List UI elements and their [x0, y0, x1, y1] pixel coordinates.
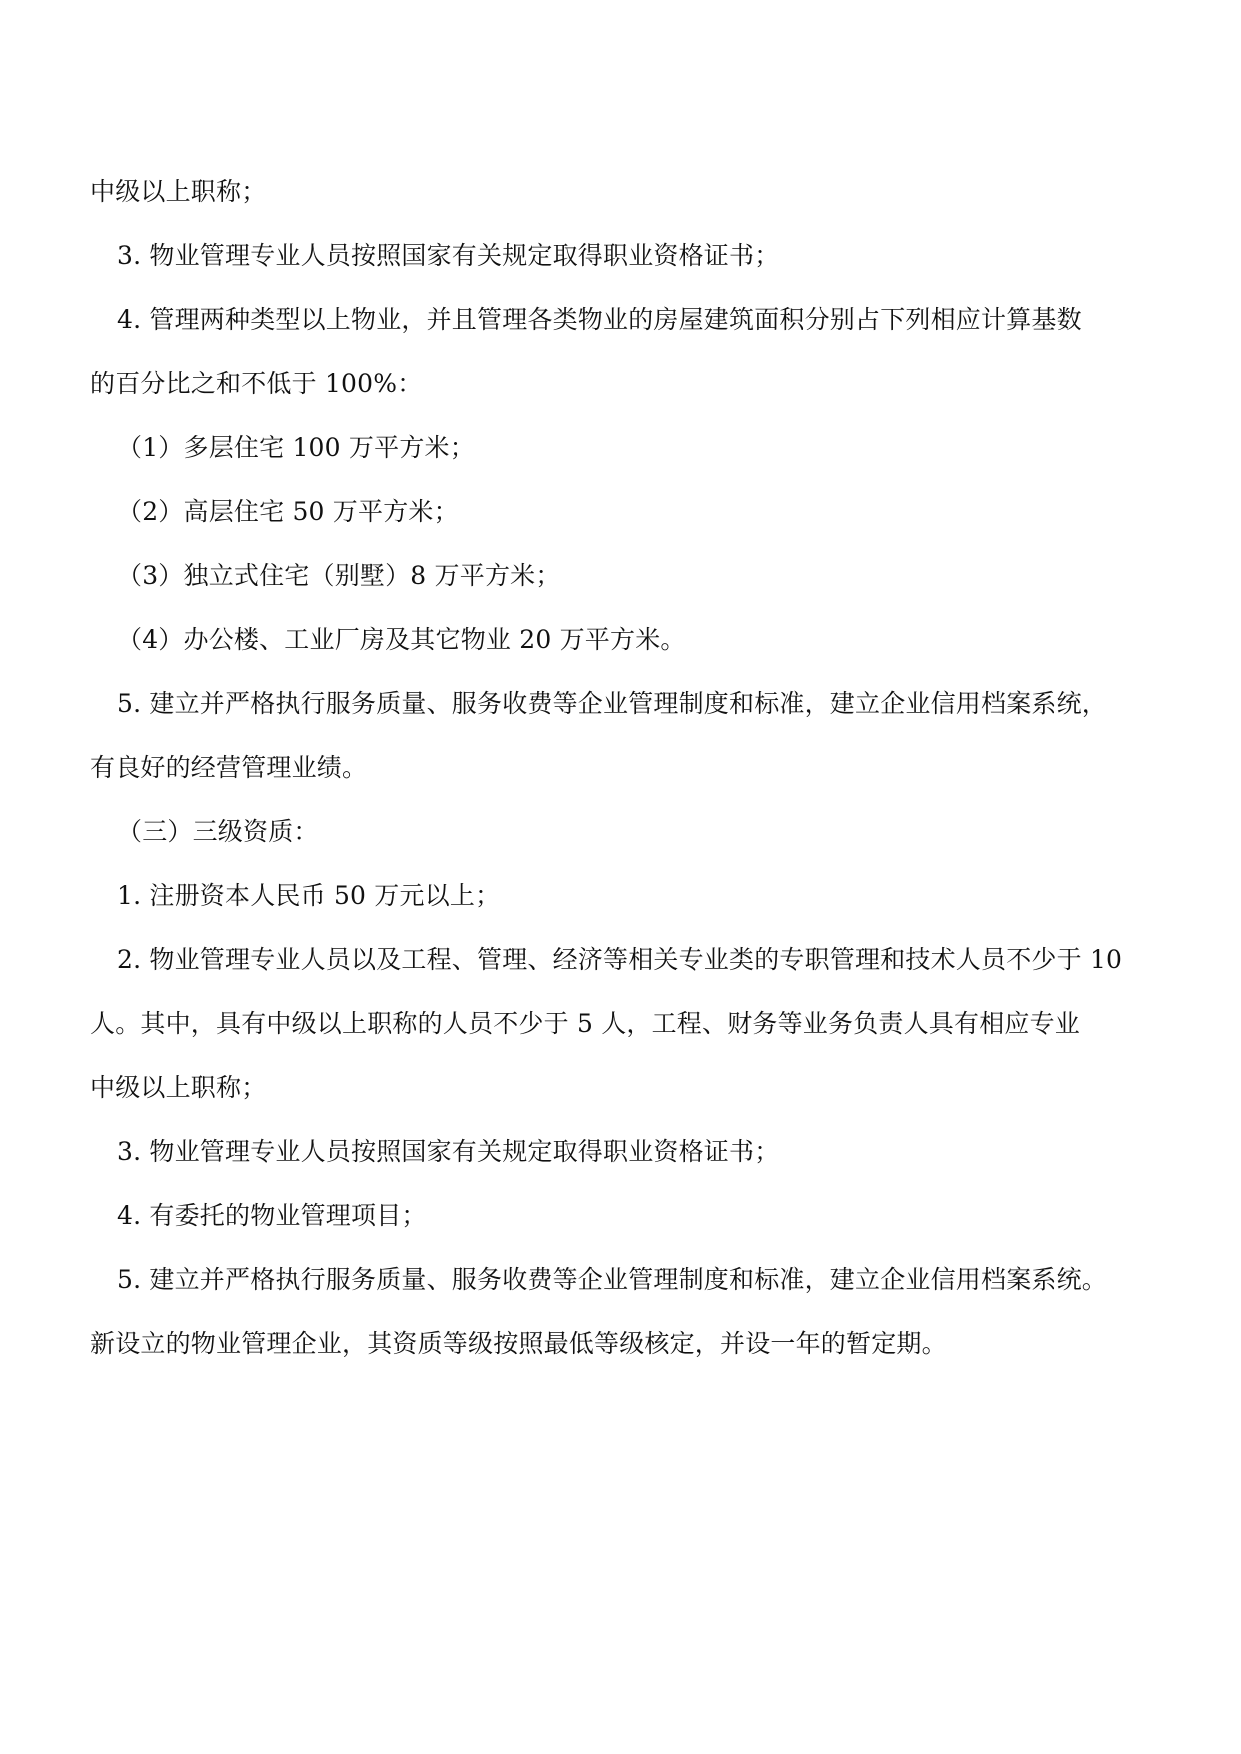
text-line: （2）高层住宅 50 万平方米； [117, 497, 459, 526]
text-line: 中级以上职称； [90, 1073, 267, 1102]
text-line: （1）多层住宅 100 万平方米； [117, 433, 475, 462]
text-line: 2. 物业管理专业人员以及工程、管理、经济等相关专业类的专职管理和技术人员不少于 10 [117, 945, 1123, 974]
text-line: 新设立的物业管理企业，其资质等级按照最低等级核定，并设一年的暂定期。 [90, 1329, 947, 1358]
text-line: 人。其中，具有中级以上职称的人员不少于 5 人，工程、财务等业务负责人具有相应专业 [90, 1009, 1081, 1038]
text-line: 5. 建立并严格执行服务质量、服务收费等企业管理制度和标准，建立企业信用档案系统， [117, 689, 1108, 718]
text-line: 4. 有委托的物业管理项目； [117, 1201, 427, 1230]
text-line: （4）办公楼、工业厂房及其它物业 20 万平方米。 [117, 625, 686, 654]
text-line: 有良好的经营管理业绩。 [90, 753, 368, 782]
text-line: 中级以上职称； [90, 177, 267, 206]
section-heading: （三）三级资质： [117, 817, 319, 846]
text-line: 1. 注册资本人民币 50 万元以上； [117, 881, 501, 910]
text-line: 3. 物业管理专业人员按照国家有关规定取得职业资格证书； [117, 1137, 780, 1166]
document-body [90, 160, 1165, 1376]
text-line: 的百分比之和不低于 100%： [90, 369, 423, 398]
text-line: 3. 物业管理专业人员按照国家有关规定取得职业资格证书； [117, 241, 780, 270]
text-line: 4. 管理两种类型以上物业，并且管理各类物业的房屋建筑面积分别占下列相应计算基数 [117, 305, 1082, 334]
text-line: 5. 建立并严格执行服务质量、服务收费等企业管理制度和标准，建立企业信用档案系统。 [117, 1265, 1108, 1294]
text-line: （3）独立式住宅（别墅）8 万平方米； [117, 561, 561, 590]
